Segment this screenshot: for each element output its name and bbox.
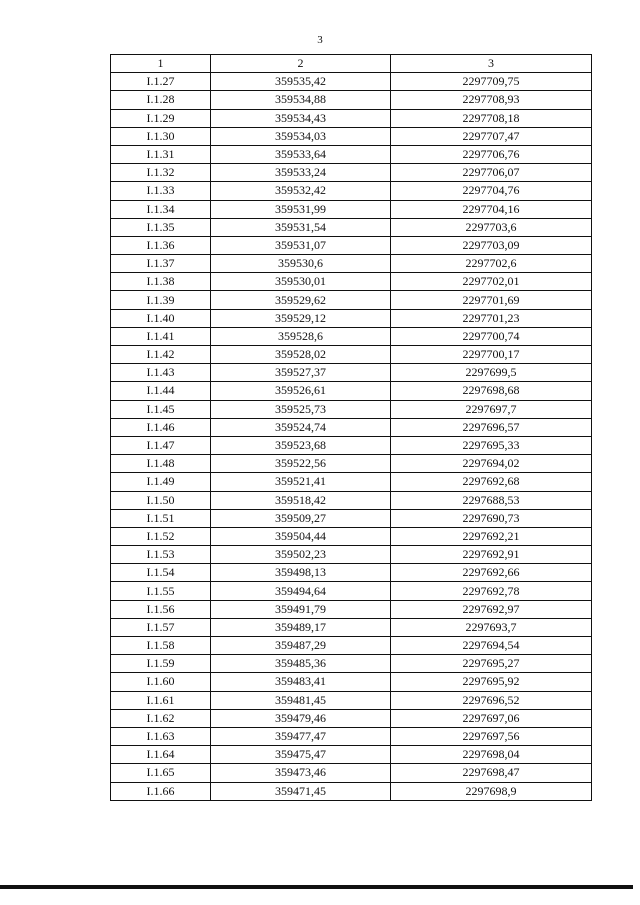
x-coordinate-cell: 359518,42 [211,491,391,509]
y-coordinate-cell: 2297696,57 [391,418,592,436]
y-coordinate-cell: 2297688,53 [391,491,592,509]
x-coordinate-cell: 359524,74 [211,418,391,436]
point-id-cell: I.1.28 [111,91,211,109]
table-row [111,727,592,745]
x-coordinate-cell: 359526,61 [211,382,391,400]
x-coordinate-cell: 359531,07 [211,236,391,254]
y-coordinate-cell: 2297704,76 [391,182,592,200]
y-coordinate-cell: 2297692,78 [391,582,592,600]
y-coordinate-cell: 2297697,06 [391,709,592,727]
table-row [111,91,592,109]
table-row [111,200,592,218]
y-coordinate-cell: 2297704,16 [391,200,592,218]
y-coordinate-cell: 2297695,92 [391,673,592,691]
x-coordinate-cell: 359521,41 [211,473,391,491]
y-coordinate-cell: 2297697,56 [391,727,592,745]
point-id-cell: I.1.51 [111,509,211,527]
point-id-cell: I.1.40 [111,309,211,327]
x-coordinate-cell: 359504,44 [211,527,391,545]
y-coordinate-cell: 2297694,02 [391,455,592,473]
x-coordinate-cell: 359498,13 [211,564,391,582]
y-coordinate-cell: 2297708,18 [391,109,592,127]
table-row [111,491,592,509]
point-id-cell: I.1.31 [111,145,211,163]
x-coordinate-cell: 359528,6 [211,327,391,345]
y-coordinate-cell: 2297690,73 [391,509,592,527]
point-id-cell: I.1.41 [111,327,211,345]
table-row [111,182,592,200]
coordinates-table [110,54,592,801]
point-id-cell: I.1.32 [111,164,211,182]
point-id-cell: I.1.42 [111,346,211,364]
table-row [111,691,592,709]
table-row [111,218,592,236]
point-id-cell: I.1.48 [111,455,211,473]
point-id-cell: I.1.53 [111,546,211,564]
x-coordinate-cell: 359535,42 [211,73,391,91]
table-row [111,473,592,491]
table-row [111,546,592,564]
y-coordinate-cell: 2297694,54 [391,637,592,655]
table-row [111,382,592,400]
x-coordinate-cell: 359471,45 [211,782,391,800]
x-coordinate-cell: 359530,01 [211,273,391,291]
y-coordinate-cell: 2297709,75 [391,73,592,91]
x-coordinate-cell: 359529,62 [211,291,391,309]
y-coordinate-cell: 2297702,01 [391,273,592,291]
y-coordinate-cell: 2297698,47 [391,764,592,782]
point-id-cell: I.1.56 [111,600,211,618]
y-coordinate-cell: 2297699,5 [391,364,592,382]
x-coordinate-cell: 359494,64 [211,582,391,600]
point-id-cell: I.1.46 [111,418,211,436]
y-coordinate-cell: 2297706,07 [391,164,592,182]
table-row [111,327,592,345]
x-coordinate-cell: 359534,03 [211,127,391,145]
y-coordinate-cell: 2297692,97 [391,600,592,618]
point-id-cell: I.1.52 [111,527,211,545]
y-coordinate-cell: 2297698,04 [391,746,592,764]
point-id-cell: I.1.38 [111,273,211,291]
y-coordinate-cell: 2297701,69 [391,291,592,309]
x-coordinate-cell: 359523,68 [211,436,391,454]
table-row [111,764,592,782]
header-row [111,55,592,73]
table-row [111,564,592,582]
table-row [111,127,592,145]
x-coordinate-cell: 359533,64 [211,145,391,163]
x-coordinate-cell: 359534,88 [211,91,391,109]
x-coordinate-cell: 359491,79 [211,600,391,618]
point-id-cell: I.1.33 [111,182,211,200]
table-row [111,709,592,727]
point-id-cell: I.1.50 [111,491,211,509]
point-id-cell: I.1.27 [111,73,211,91]
point-id-cell: I.1.57 [111,618,211,636]
table-row [111,673,592,691]
x-coordinate-cell: 359533,24 [211,164,391,182]
y-coordinate-cell: 2297707,47 [391,127,592,145]
point-id-cell: I.1.45 [111,400,211,418]
table-row [111,309,592,327]
bottom-rule [0,885,633,889]
point-id-cell: I.1.30 [111,127,211,145]
y-coordinate-cell: 2297692,91 [391,546,592,564]
point-id-cell: I.1.49 [111,473,211,491]
table-row [111,455,592,473]
x-coordinate-cell: 359522,56 [211,455,391,473]
x-coordinate-cell: 359530,6 [211,255,391,273]
y-coordinate-cell: 2297696,52 [391,691,592,709]
point-id-cell: I.1.60 [111,673,211,691]
y-coordinate-cell: 2297703,6 [391,218,592,236]
table-row [111,582,592,600]
x-coordinate-cell: 359531,99 [211,200,391,218]
table-row [111,145,592,163]
x-coordinate-cell: 359528,02 [211,346,391,364]
table-row [111,255,592,273]
point-id-cell: I.1.29 [111,109,211,127]
table-row [111,527,592,545]
table-row [111,109,592,127]
point-id-cell: I.1.44 [111,382,211,400]
table-body [111,73,592,801]
header-col-2: 2 [211,55,391,73]
table-row [111,164,592,182]
header-col-3: 3 [391,55,592,73]
point-id-cell: I.1.61 [111,691,211,709]
table-row [111,600,592,618]
point-id-cell: I.1.59 [111,655,211,673]
point-id-cell: I.1.37 [111,255,211,273]
x-coordinate-cell: 359534,43 [211,109,391,127]
x-coordinate-cell: 359477,47 [211,727,391,745]
x-coordinate-cell: 359532,42 [211,182,391,200]
x-coordinate-cell: 359479,46 [211,709,391,727]
point-id-cell: I.1.66 [111,782,211,800]
x-coordinate-cell: 359483,41 [211,673,391,691]
table-row [111,73,592,91]
x-coordinate-cell: 359489,17 [211,618,391,636]
y-coordinate-cell: 2297692,21 [391,527,592,545]
y-coordinate-cell: 2297692,66 [391,564,592,582]
y-coordinate-cell: 2297698,9 [391,782,592,800]
x-coordinate-cell: 359481,45 [211,691,391,709]
x-coordinate-cell: 359487,29 [211,637,391,655]
y-coordinate-cell: 2297695,33 [391,436,592,454]
table-row [111,436,592,454]
y-coordinate-cell: 2297708,93 [391,91,592,109]
y-coordinate-cell: 2297701,23 [391,309,592,327]
table-header [111,55,592,73]
point-id-cell: I.1.47 [111,436,211,454]
point-id-cell: I.1.63 [111,727,211,745]
point-id-cell: I.1.55 [111,582,211,600]
table-row [111,400,592,418]
page-number: 3 [317,34,323,46]
y-coordinate-cell: 2297703,09 [391,236,592,254]
header-col-1: 1 [111,55,211,73]
y-coordinate-cell: 2297692,68 [391,473,592,491]
x-coordinate-cell: 359525,73 [211,400,391,418]
x-coordinate-cell: 359527,37 [211,364,391,382]
point-id-cell: I.1.39 [111,291,211,309]
y-coordinate-cell: 2297693,7 [391,618,592,636]
x-coordinate-cell: 359502,23 [211,546,391,564]
point-id-cell: I.1.58 [111,637,211,655]
point-id-cell: I.1.54 [111,564,211,582]
point-id-cell: I.1.62 [111,709,211,727]
y-coordinate-cell: 2297706,76 [391,145,592,163]
point-id-cell: I.1.65 [111,764,211,782]
y-coordinate-cell: 2297700,17 [391,346,592,364]
y-coordinate-cell: 2297697,7 [391,400,592,418]
x-coordinate-cell: 359485,36 [211,655,391,673]
y-coordinate-cell: 2297695,27 [391,655,592,673]
table-row [111,655,592,673]
table-row [111,273,592,291]
table-row [111,637,592,655]
table-row [111,418,592,436]
table-row [111,782,592,800]
table-row [111,618,592,636]
table-row [111,364,592,382]
point-id-cell: I.1.36 [111,236,211,254]
table-row [111,509,592,527]
table-row [111,236,592,254]
point-id-cell: I.1.35 [111,218,211,236]
point-id-cell: I.1.34 [111,200,211,218]
table-row [111,291,592,309]
x-coordinate-cell: 359529,12 [211,309,391,327]
x-coordinate-cell: 359473,46 [211,764,391,782]
x-coordinate-cell: 359531,54 [211,218,391,236]
point-id-cell: I.1.43 [111,364,211,382]
y-coordinate-cell: 2297698,68 [391,382,592,400]
y-coordinate-cell: 2297700,74 [391,327,592,345]
y-coordinate-cell: 2297702,6 [391,255,592,273]
x-coordinate-cell: 359475,47 [211,746,391,764]
table-row [111,746,592,764]
x-coordinate-cell: 359509,27 [211,509,391,527]
point-id-cell: I.1.64 [111,746,211,764]
table-row [111,346,592,364]
